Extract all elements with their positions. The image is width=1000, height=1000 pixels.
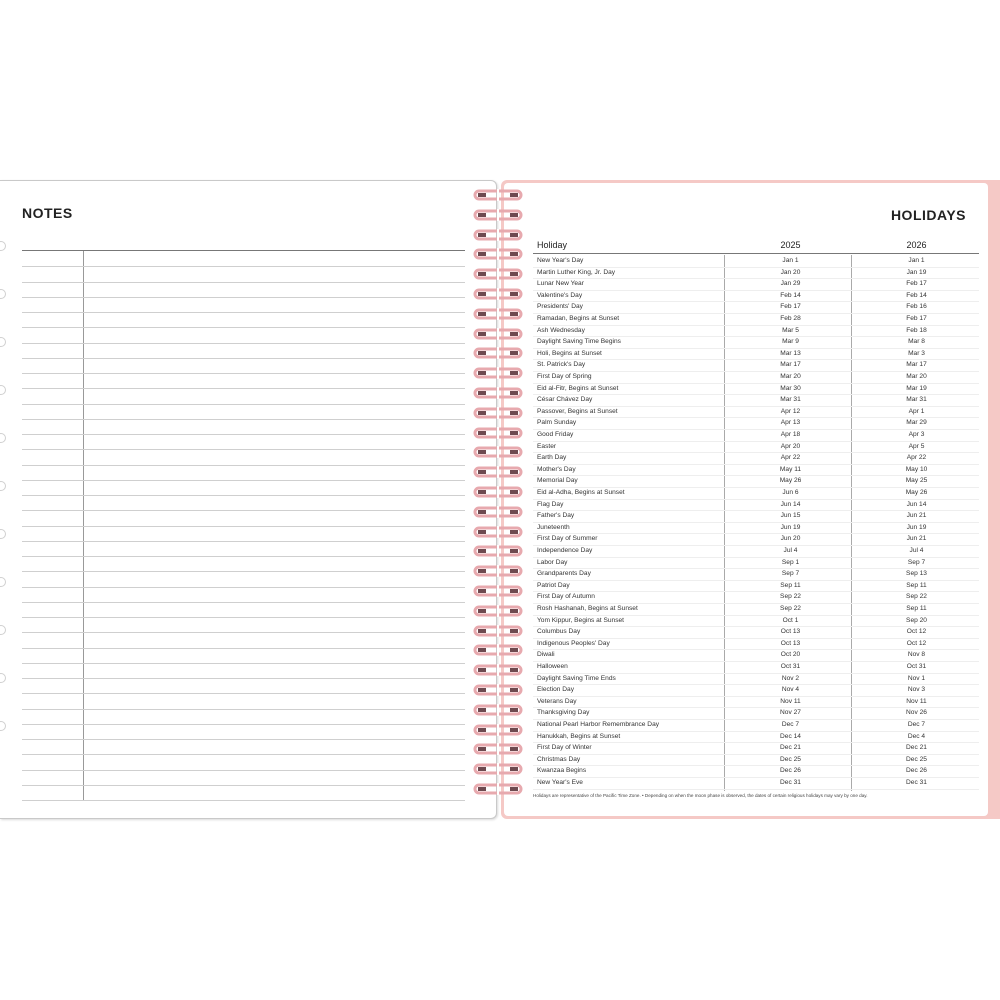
date-2025: Oct 20	[780, 651, 801, 659]
holidays-content	[504, 183, 988, 816]
date-2025: Oct 1	[782, 616, 799, 624]
date-2025: Feb 14	[780, 291, 801, 299]
date-2025: Oct 13	[780, 628, 801, 636]
date-2026: Mar 19	[906, 384, 927, 392]
holiday-name: Election Day	[537, 686, 575, 694]
date-2026: Mar 31	[906, 396, 927, 404]
date-2025: Apr 18	[780, 431, 801, 438]
date-2026: Oct 31	[906, 663, 927, 670]
date-2025: Mar 9	[782, 338, 799, 346]
holiday-name: Columbus Day	[537, 628, 581, 636]
holiday-name: New Year's Day	[537, 257, 584, 264]
spiral-coil	[472, 525, 524, 539]
column-header-holiday: Holiday	[537, 240, 568, 250]
date-2025: Feb 28	[780, 315, 801, 322]
holiday-table	[533, 238, 979, 791]
date-2025: Mar 31	[780, 396, 801, 404]
date-2025: Dec 14	[780, 732, 801, 740]
spiral-coil	[472, 327, 524, 341]
date-2025: Oct 31	[780, 663, 801, 670]
date-2025: May 11	[779, 465, 802, 473]
date-2025: Mar 13	[780, 349, 801, 357]
date-2026: Sep 7	[907, 558, 926, 566]
date-2026: Oct 12	[906, 628, 927, 636]
edge-notch	[0, 241, 6, 251]
page-title: HOLIDAYS	[890, 207, 966, 223]
date-2025: May 26	[779, 477, 802, 485]
spiral-coil	[472, 366, 524, 380]
holiday-name: Memorial Day	[537, 477, 578, 485]
note-line	[22, 541, 465, 542]
date-2025: Nov 4	[781, 686, 800, 694]
holiday-name: Martin Luther King, Jr. Day	[537, 268, 616, 276]
date-2025: Apr 13	[780, 419, 801, 427]
date-2025: Mar 5	[782, 326, 799, 334]
note-line	[22, 297, 465, 298]
edge-notch	[0, 721, 6, 731]
date-2025: Jun 20	[780, 535, 801, 543]
table-header	[533, 238, 979, 254]
date-2026: Mar 3	[908, 349, 925, 357]
date-2026: Dec 26	[906, 767, 927, 775]
holiday-name: César Chávez Day	[537, 396, 593, 404]
date-2025: Sep 1	[781, 558, 800, 566]
date-2026: May 26	[905, 489, 928, 496]
holiday-name: Indigenous Peoples' Day	[537, 639, 610, 647]
spiral-coil	[472, 703, 524, 717]
holiday-name: Kwanzaa Begins	[537, 767, 587, 775]
date-2025: Mar 17	[780, 361, 801, 369]
date-2026: Nov 3	[907, 686, 926, 694]
notes-page	[0, 180, 497, 819]
holiday-name: St. Patrick's Day	[537, 361, 586, 369]
holiday-name: Passover, Begins at Sunset	[537, 407, 618, 415]
edge-notch	[0, 529, 6, 539]
date-2025: Feb 17	[780, 303, 801, 311]
date-2026: Dec 31	[906, 779, 927, 786]
date-2025: Jan 29	[780, 280, 801, 288]
date-2025: Nov 11	[780, 697, 801, 705]
date-2025: Apr 20	[780, 442, 801, 450]
note-line	[22, 617, 465, 618]
note-line	[22, 282, 465, 283]
date-2026: May 25	[905, 477, 928, 485]
spiral-coil	[472, 742, 524, 756]
date-2026: Mar 20	[906, 373, 927, 380]
holiday-name: Labor Day	[537, 558, 568, 566]
note-line	[22, 327, 465, 328]
date-2026: Jun 21	[906, 535, 927, 543]
date-2026: Apr 22	[906, 454, 927, 462]
spiral-coil	[472, 782, 524, 796]
note-line	[22, 602, 465, 603]
holiday-name: Ramadan, Begins at Sunset	[537, 315, 620, 322]
holiday-name: Halloween	[537, 663, 568, 670]
holiday-name: Mother's Day	[537, 465, 576, 473]
note-line	[22, 526, 465, 527]
holiday-name: Valentine's Day	[537, 291, 583, 299]
note-line	[22, 343, 465, 344]
note-line	[22, 739, 465, 740]
date-2026: Feb 16	[906, 303, 927, 311]
date-2026: Jun 21	[906, 512, 927, 520]
holiday-name: Diwali	[537, 651, 555, 659]
holiday-name: Eid al-Fitr, Begins at Sunset	[537, 384, 619, 392]
holiday-name: Father's Day	[537, 512, 575, 520]
date-2025: Jun 15	[780, 512, 801, 520]
date-2026: Apr 3	[908, 431, 925, 438]
date-2025: Dec 26	[780, 767, 801, 775]
note-line	[22, 419, 465, 420]
note-line	[22, 587, 465, 588]
note-line	[22, 434, 465, 435]
note-line	[22, 495, 465, 496]
spiral-coil	[472, 584, 524, 598]
spiral-coil	[472, 346, 524, 360]
date-2026: Feb 18	[906, 326, 927, 334]
date-2026: Nov 1	[907, 674, 926, 682]
edge-notch	[0, 673, 6, 683]
tab-edge	[988, 210, 1000, 780]
date-2026: Jul 4	[909, 547, 924, 554]
date-2026: Feb 17	[906, 280, 927, 288]
spiral-coil	[472, 465, 524, 479]
date-2025: Sep 22	[780, 605, 801, 612]
date-2025: Apr 12	[780, 407, 801, 415]
spiral-coil	[472, 485, 524, 499]
date-2025: Oct 13	[780, 639, 801, 647]
date-2026: Nov 11	[906, 697, 927, 705]
holiday-name: Lunar New Year	[537, 280, 584, 288]
holiday-name: Daylight Saving Time Ends	[537, 674, 616, 682]
holiday-name: First Day of Summer	[537, 535, 598, 543]
note-line	[22, 709, 465, 710]
date-2025: Nov 2	[781, 674, 800, 682]
holiday-name: Daylight Saving Time Begins	[537, 338, 621, 346]
date-2026: Oct 12	[906, 639, 927, 647]
holiday-name: Yom Kippur, Begins at Sunset	[537, 616, 624, 624]
date-2025: Jul 4	[783, 547, 798, 554]
date-2025: Nov 27	[780, 709, 801, 717]
column-header-2025: 2025	[780, 240, 801, 250]
holiday-name: Christmas Day	[537, 755, 581, 763]
holiday-name: Grandparents Day	[537, 570, 591, 578]
spiral-coil	[472, 307, 524, 321]
spiral-coil	[472, 267, 524, 281]
spiral-coil	[472, 663, 524, 677]
spiral-coil	[472, 247, 524, 261]
note-line	[22, 373, 465, 374]
date-2026: Apr 5	[908, 442, 925, 450]
spiral-coil	[472, 188, 524, 202]
holiday-name: First Day of Spring	[537, 373, 592, 380]
date-2026: Dec 25	[906, 755, 927, 763]
note-line	[22, 510, 465, 511]
note-line	[22, 724, 465, 725]
holiday-name: Presidents' Day	[537, 303, 583, 311]
edge-notch	[0, 625, 6, 635]
spiral-coil	[472, 208, 524, 222]
date-2026: Dec 4	[907, 732, 926, 740]
date-2025: Mar 30	[780, 384, 801, 392]
note-line	[22, 663, 465, 664]
note-line	[22, 480, 465, 481]
date-2026: Sep 11	[906, 581, 927, 589]
note-line	[22, 571, 465, 572]
spiral-coil	[472, 406, 524, 420]
holiday-name: Earth Day	[537, 454, 567, 462]
note-line	[22, 266, 465, 267]
holiday-name: Hanukkah, Begins at Sunset	[537, 732, 621, 740]
date-2026: Jun 19	[906, 523, 927, 531]
holiday-name: Ash Wednesday	[537, 326, 585, 334]
note-line	[22, 388, 465, 389]
date-2026: Feb 14	[906, 291, 927, 299]
table-row	[533, 777, 979, 790]
date-2026: Sep 22	[906, 593, 927, 601]
date-2026: Sep 13	[906, 570, 927, 578]
date-2025: Jan 1	[782, 257, 799, 264]
date-2026: May 10	[905, 465, 928, 473]
date-2026: Feb 17	[906, 315, 927, 322]
note-line	[22, 449, 465, 450]
holiday-name: Independence Day	[537, 547, 593, 554]
date-2025: Jan 20	[780, 268, 801, 276]
date-2025: Apr 22	[780, 454, 801, 462]
date-2026: Sep 11	[906, 605, 927, 612]
edge-notch	[0, 433, 6, 443]
spiral-coil	[472, 683, 524, 697]
spiral-coil	[472, 762, 524, 776]
footnote: Holidays are representative of the Pacific Time Zone. • Depending on when the moon phase is observed, the dates of certain religious holidays may vary by one day.	[533, 793, 868, 798]
holiday-name: Patriot Day	[537, 581, 570, 589]
date-2025: Mar 20	[780, 373, 801, 380]
spiral-coil	[472, 228, 524, 242]
spiral-coil	[472, 624, 524, 638]
holiday-name: Rosh Hashanah, Begins at Sunset	[537, 605, 638, 612]
spiral-coil	[472, 287, 524, 301]
holiday-name: Eid al-Adha, Begins at Sunset	[537, 489, 625, 496]
spiral-coil	[472, 564, 524, 578]
holiday-name: Easter	[537, 442, 557, 450]
date-2025: Sep 7	[781, 570, 800, 578]
holiday-name: National Pearl Harbor Remembrance Day	[537, 721, 660, 728]
holiday-name: Veterans Day	[537, 697, 577, 705]
date-2026: Dec 21	[906, 744, 927, 752]
date-2026: Mar 17	[906, 361, 927, 369]
notes-lines	[22, 250, 465, 800]
edge-notch	[0, 481, 6, 491]
note-line	[22, 693, 465, 694]
note-line	[22, 632, 465, 633]
date-2025: Jun 14	[780, 500, 801, 508]
holiday-name: New Year's Eve	[537, 779, 583, 786]
date-2026: Mar 29	[906, 419, 927, 427]
note-line	[22, 404, 465, 405]
holiday-name: Holi, Begins at Sunset	[537, 349, 602, 357]
note-line	[22, 800, 465, 801]
spiral-coil	[472, 544, 524, 558]
date-2026: Apr 1	[908, 407, 925, 415]
date-2026: Jan 1	[908, 257, 925, 264]
holiday-name: Thanksgiving Day	[537, 709, 590, 717]
holiday-name: Juneteenth	[537, 523, 570, 531]
holiday-name: Palm Sunday	[537, 419, 577, 427]
note-line	[22, 358, 465, 359]
date-2026: Jan 19	[906, 268, 927, 276]
spiral-coil	[472, 604, 524, 618]
edge-notch	[0, 385, 6, 395]
note-line	[22, 754, 465, 755]
spiral-coil	[472, 426, 524, 440]
date-2025: Dec 31	[780, 779, 801, 786]
holiday-name: First Day of Winter	[537, 744, 592, 752]
edge-notch	[0, 337, 6, 347]
spiral-coil	[472, 723, 524, 737]
note-line	[22, 465, 465, 466]
date-2025: Jun 19	[780, 523, 801, 531]
date-2026: Dec 7	[907, 721, 926, 728]
date-2025: Dec 7	[781, 721, 800, 728]
date-2025: Dec 21	[780, 744, 801, 752]
date-2026: Sep 20	[906, 616, 927, 624]
holiday-name: First Day of Autumn	[537, 593, 595, 601]
note-line	[22, 770, 465, 771]
date-2026: Nov 26	[906, 709, 927, 717]
note-line	[22, 312, 465, 313]
spiral-coil	[472, 505, 524, 519]
note-line	[22, 785, 465, 786]
edge-notch	[0, 577, 6, 587]
note-line	[22, 678, 465, 679]
date-2025: Sep 11	[780, 581, 801, 589]
spiral-coil	[472, 643, 524, 657]
note-line	[22, 556, 465, 557]
date-2026: Nov 8	[907, 651, 926, 659]
holiday-name: Flag Day	[537, 500, 564, 508]
spiral-coil	[472, 386, 524, 400]
holidays-page	[501, 180, 1000, 819]
date-2025: Jun 6	[782, 489, 799, 496]
date-2025: Sep 22	[780, 593, 801, 601]
column-header-2026: 2026	[906, 240, 927, 250]
spiral-binding	[472, 188, 524, 808]
edge-notch	[0, 289, 6, 299]
date-2026: Jun 14	[906, 500, 927, 508]
note-line	[22, 648, 465, 649]
spiral-coil	[472, 445, 524, 459]
holiday-name: Good Friday	[537, 431, 574, 438]
date-2026: Mar 8	[908, 338, 925, 346]
page-title: NOTES	[22, 205, 73, 221]
date-2025: Dec 25	[780, 755, 801, 763]
